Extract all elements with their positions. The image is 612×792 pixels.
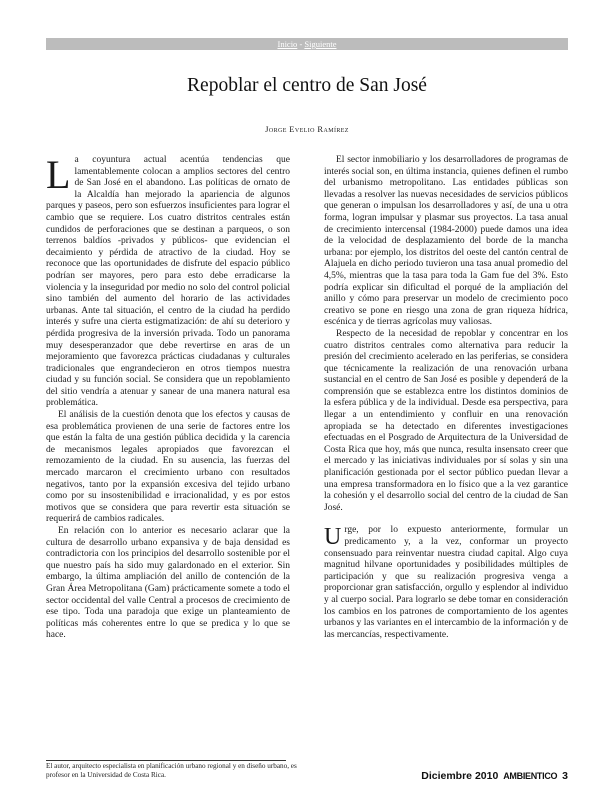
article-author: Jorge Evelio Ramírez [265, 124, 349, 134]
paragraph: El sector inmobiliario y los desarrolladores de programas de interés social son, en última instancia, quienes definen el rumbo del urbanismo metropolitano. Las entidades públicas son llevadas a resolver las nuevas necesidades de servicios públicos que generan o impulsan los desarrolladores y así, de una u otra forma, logran impulsar y plasmar sus proyectos. La tasa anual de crecimiento intercensal (1984-2000) puede damos una idea de la velocidad de desplazamiento del borde de la mancha urbana: por ejemplo, los distritos del oeste del cantón central de Alajuela en dicho periodo tuvieron una tasa anual promedio del 4,5%, mientras que la tasa para toda la Gam fue del 3%. Esto podría explicar sin dificultad el porqué de la ampliación del anillo y cómo para preservar un modelo de crecimiento poco creativo se pone en riesgo una zona de gran riqueza hídrica, escénica y de tierras agrícolas muy valiosas. [324, 155, 568, 328]
magazine-logo: AMBIENTICO [503, 771, 558, 781]
paragraph [46, 152, 290, 410]
nav-next-link[interactable]: Siguiente [304, 39, 337, 49]
paragraph-gap [324, 514, 568, 525]
drop-cap: L [46, 152, 71, 197]
page-footer [421, 770, 568, 782]
nav-separator: - [297, 39, 305, 49]
top-nav-bar [46, 38, 568, 50]
paragraph-text: rge, por lo expuesto anteriormente, formular un predicamento y, a la vez, conformar un proyecto consensuado para reinventar nuestra ciudad capital. Algo cuya magnitud hilvane oportunidades y posibilidades múltiples de participación y que su realización progresiva venga a proporcionar gran satisfacción, orgullo y esplendor al individuo y al cuerpo social. Para lograrlo se debe tomar en consideración los cambios en los patrones de comportamiento de los agentes urbanos y las variantes en el intercambio de la información y de las mercancías, respectivamente. [324, 525, 568, 640]
paragraph: Respecto de la necesidad de repoblar y concentrar en los cuatro distritos centrales como alternativa para reducir la presión del crecimiento acelerado en las periferias, se considera que técnicamente la realización de una renovación urbana sustancial en el centro de San José es posible y dependerá de la comprensión que se establezca entre los distintos dominios de la esfera pública y de la individual. Desde esa perspectiva, para llegar a un entendimiento y confluir en una renovación apropiada se ha detectado en diferentes investigaciones efectuadas en el Posgrado de Arquitectura de la Universidad de Costa Rica que hoy, más que nunca, resulta insensato creer que el mercado y las iniciativas individuales por sí solas y sin una planificación gestionada por el sector público puedan llevar a una empresa transformadora en lo físico que a la vez garantice la cohesión y el desarrollo social del centro de la ciudad de San José. [324, 328, 568, 513]
article-title: Repoblar el centro de San José [187, 75, 427, 96]
footnote: El autor, arquitecto especialista en planificación urbano regional y en diseño urbano, es profesor en la Universidad de Costa Rica. [46, 762, 297, 779]
drop-cap: U [324, 524, 342, 551]
paragraph [324, 525, 568, 641]
paragraph-text: a coyuntura actual acentúa tendencias que lamentablemente colocan a amplios sectores del centro de San José en el abandono. Las políticas de ornato de la Alcaldía han mejorado la apariencia de algunos parques y paseos, pero son esfuerzos insuficientes para lograr el cambio que se requiere. Los cuatro distritos centrales están cundidos de perforaciones que se destinan a parqueos, o son terrenos baldíos -privados y públicos- que evidencian el decaimiento y pérdida de atractivo de la ciudad. Hoy se reconoce que las oportunidades de disfrute del espacio público podrían ser mayores, pero para esto debe erradicarse la violencia y la inseguridad por medio no solo del control policial sino también del aumento del horario de las actividades urbanas. Ante tal situación, el centro de la ciudad ha perdido interés y sufre una cierta estigmatización: de ahí su deterioro y pérdida progresiva de la inversión privada. Todo un panorama muy desesperanzador que debe revertirse en aras de un mejoramiento que favorezca prácticas ciudadanas y culturales tradicionales que engrandecieron en otros tiempos nuestra ciudad y su función social. Se considera que un repoblamiento del sitio vendría a atenuar y sanear de una manera natural esa problemática. [46, 155, 290, 409]
nav-home-link[interactable]: Inicio [277, 39, 298, 49]
left-column [46, 152, 290, 642]
paragraph: En relación con lo anterior es necesario aclarar que la cultura de desarrollo urbano expansiva y de baja densidad es contradictoria con los principios del desarrollo sostenible por el que nuestro país ha sido muy galardonado en el exterior. Sin embargo, la última ampliación del anillo de contención de la Gran Área Metropolitana (Gam) prácticamente somete a todo el sector occidental del valle Central a procesos de crecimiento de ese tipo. Toda una paradoja que exige un planteamiento de políticas más coherentes entre lo que se predica y lo que se hace. [46, 526, 290, 641]
footnote-divider [46, 760, 286, 761]
page-number: 3 [562, 770, 568, 782]
issue-date: Diciembre 2010 [421, 770, 499, 782]
paragraph: El análisis de la cuestión denota que los efectos y causas de esa problemática provienen de una serie de factores entre los que están la falta de una gestión pública decidida y la carencia de mecanismos legales apropiados que favorezcan el remozamiento de la ciudad. En su ausencia, las fuerzas del mercado marcaron el crecimiento urbano con resultados negativos, tanto por la expansión excesiva del tejido urbano como por su insostenibilidad e irracionalidad, y es por estos motivos que se considera que para revertir esta situación se requerirá de cambios radicales. [46, 410, 290, 525]
right-column [324, 155, 568, 641]
